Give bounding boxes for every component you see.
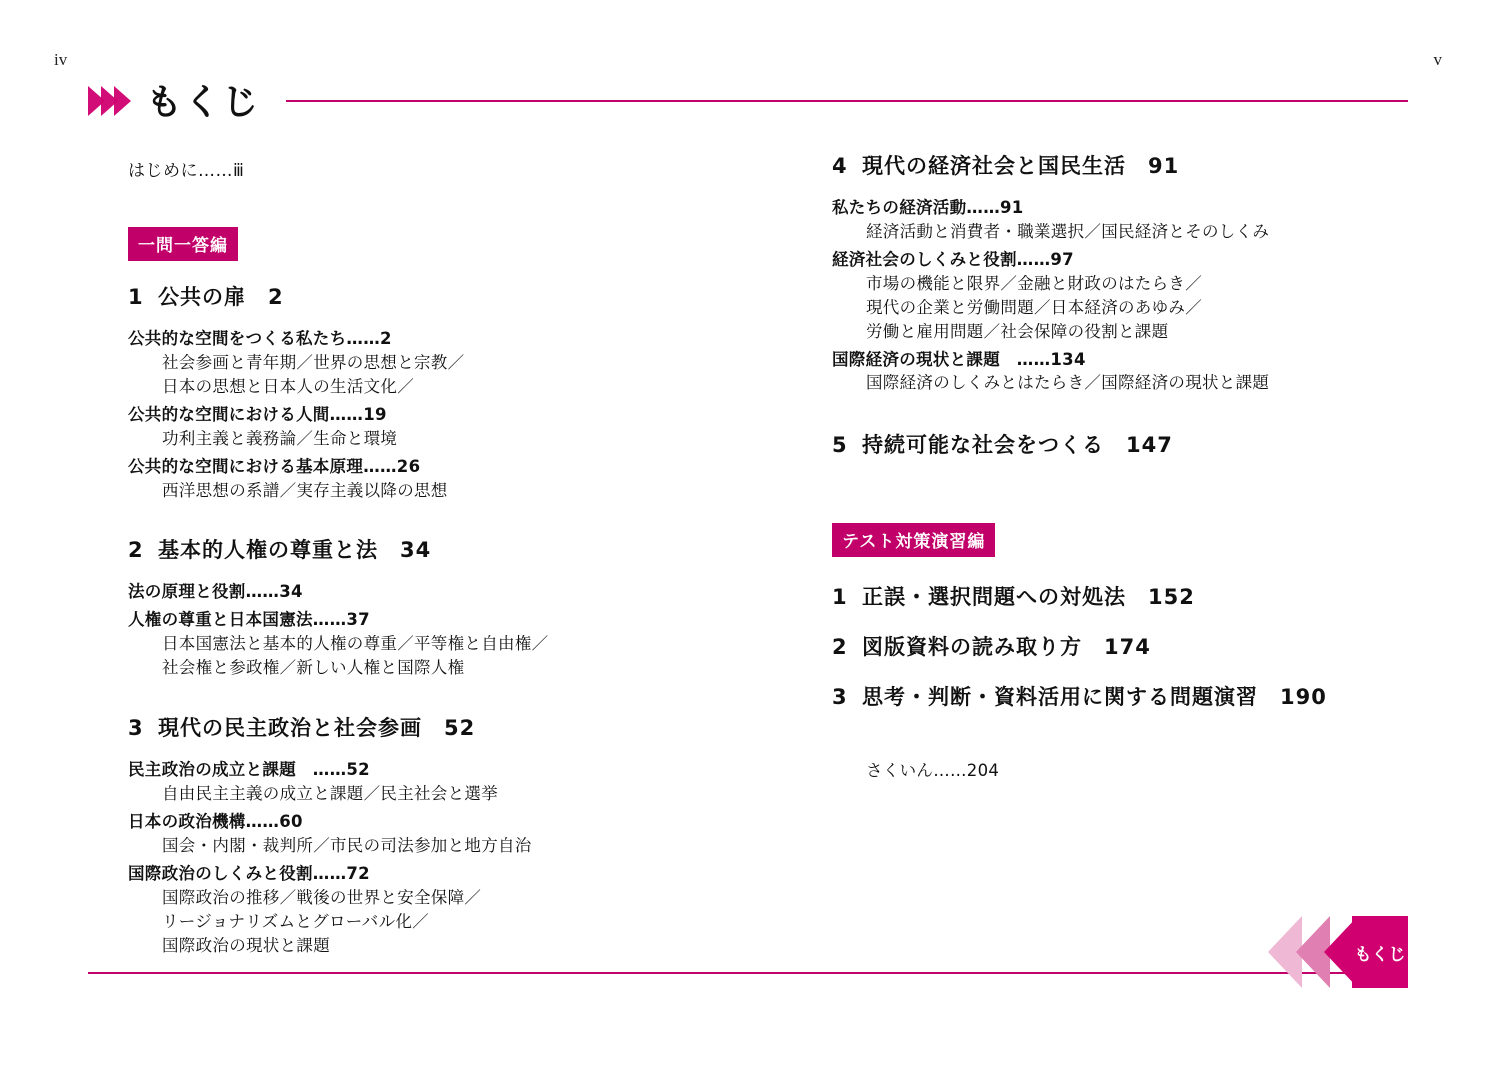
toc-practice-2[interactable] [832,631,1452,661]
chapter-number: 4 [832,154,848,178]
toc-topics: 国際政治の推移／戦後の世界と安全保障／ [162,887,482,907]
toc-chapter-5[interactable] [832,429,1452,459]
toc-chapter-4[interactable] [832,150,1452,180]
thumb-tab-moku[interactable] [1268,916,1408,988]
practice-title: 思考・判断・資料活用に関する問題演習 190 [862,685,1327,710]
chapter-number: 5 [832,433,848,458]
toc-topics: 経済活動と消費者・職業選択／国民経済とそのしくみ [866,221,1270,241]
toc-topics: 国際経済のしくみとはたらき／国際経済の現状と課題 [866,373,1270,393]
toc-topics: 日本の思想と日本人の生活文化／ [162,376,414,396]
toc-chapter-2[interactable] [128,534,748,564]
toc-chapter-3[interactable] [128,712,748,742]
section-badge-qa: 一問一答編 [128,227,238,261]
toc-topics: 西洋思想の系譜／実存主義以降の思想 [162,480,448,500]
chapter-title: 現代の経済社会と国民生活 91 [862,154,1180,178]
toc-column-left [128,150,748,958]
practice-number: 2 [832,635,848,660]
toc-topics: 労働と雇用問題／社会保障の役割と課題 [866,321,1169,341]
chapter-title: 基本的人権の尊重と法 34 [158,538,432,563]
toc-practice-1[interactable] [832,581,1452,611]
chapter-title: 持続可能な社会をつくる 147 [862,433,1173,458]
toc-subsection[interactable]: 公共的な空間における人間……19 [128,404,387,424]
toc-subsection[interactable]: 人権の尊重と日本国憲法……37 [128,610,370,630]
toc-topics: 国会・内閣・裁判所／市民の司法参加と地方自治 [162,835,532,855]
preface-entry[interactable]: はじめに……ⅲ [128,161,245,181]
toc-topics: 市場の機能と限界／金融と財政のはたらき／ [866,273,1202,293]
practice-number: 1 [832,585,848,610]
section-badge-practice: テスト対策演習編 [832,523,995,557]
toc-chapter-1[interactable] [128,281,748,311]
toc-column-right [832,150,1452,781]
practice-number: 3 [832,685,848,710]
toc-topics: 日本国憲法と基本的人権の尊重／平等権と自由権／ [162,634,549,654]
toc-topics: 自由民主主義の成立と課題／民主社会と選挙 [162,784,498,804]
toc-topics: 功利主義と義務論／生命と環境 [162,428,398,448]
chapter-number: 3 [128,716,144,741]
toc-topics: 社会権と参政権／新しい人権と国際人権 [162,658,465,678]
toc-subsection[interactable]: 国際経済の現状と課題 ……134 [832,349,1086,369]
toc-topics: 国際政治の現状と課題 [162,935,330,955]
page-title: もくじ [146,82,261,123]
toc-index-entry[interactable]: さくいん……204 [866,761,1000,781]
toc-subsection[interactable]: 経済社会のしくみと役割……97 [832,249,1074,269]
toc-subsection[interactable]: 国際政治のしくみと役割……72 [128,863,370,883]
toc-subsection[interactable]: 公共的な空間における基本原理……26 [128,456,421,476]
footer-rule [88,972,1408,974]
toc-topics: 社会参画と青年期／世界の思想と宗教／ [162,352,465,372]
page-header [88,78,1408,124]
toc-subsection[interactable]: 日本の政治機構……60 [128,811,303,831]
chapter-title: 現代の民主政治と社会参画 52 [158,716,476,741]
practice-title: 図版資料の読み取り方 174 [862,635,1151,660]
toc-topics: 現代の企業と労働問題／日本経済のあゆみ／ [866,297,1202,317]
header-arrows-icon [88,86,127,116]
toc-practice-3[interactable] [832,681,1452,711]
chapter-title: 公共の扉 2 [158,285,284,309]
toc-subsection[interactable]: 公共的な空間をつくる私たち……2 [128,329,392,348]
chapter-number: 2 [128,538,144,563]
chapter-number: 1 [128,285,144,309]
toc-subsection[interactable]: 私たちの経済活動……91 [832,198,1024,217]
folio-left: iv [54,50,68,69]
toc-topics: リージョナリズムとグローバル化／ [162,911,429,931]
toc-subsection[interactable]: 法の原理と役割……34 [128,582,303,602]
practice-title: 正誤・選択問題への対処法 152 [862,585,1195,610]
folio-right: v [1433,50,1442,69]
header-rule [286,100,1408,102]
thumb-tab-label: もくじ [1354,944,1406,965]
toc-subsection[interactable]: 民主政治の成立と課題 ……52 [128,760,370,780]
